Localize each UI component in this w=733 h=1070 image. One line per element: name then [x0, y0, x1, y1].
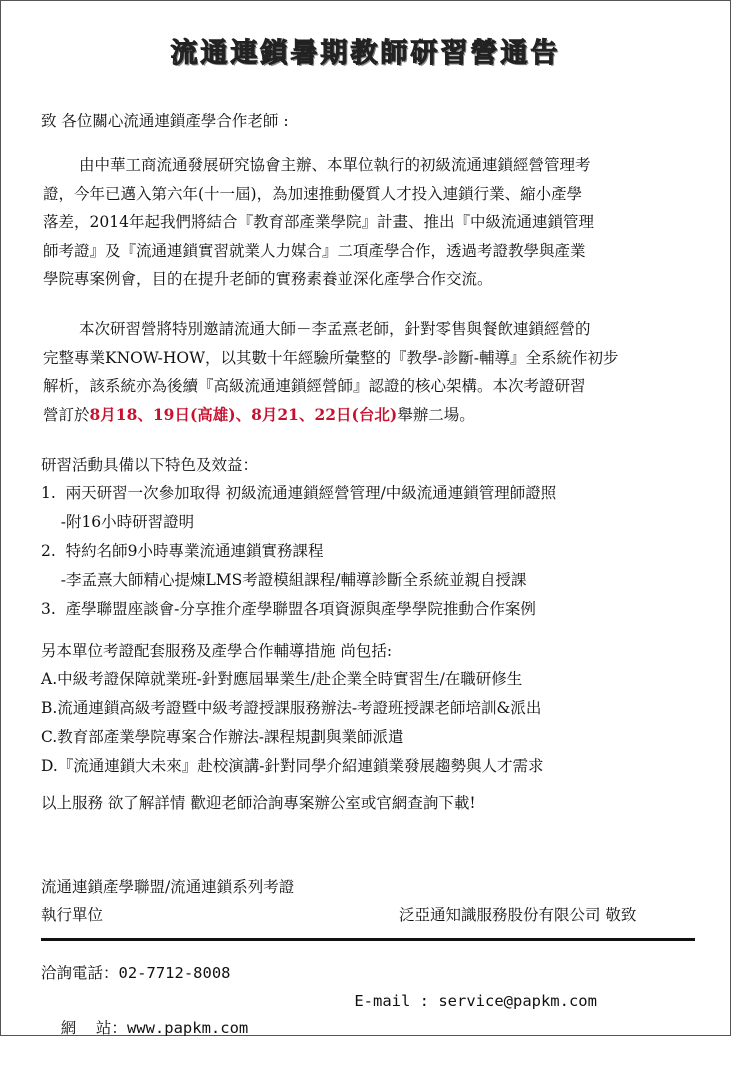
paragraph-line: 證，今年已邁入第六年(十一屆)，為加速推動優質人才投入連鎖行業、縮小產學	[43, 184, 583, 203]
dates-prefix: 營訂於	[43, 405, 90, 424]
features-list	[41, 479, 701, 624]
website-url[interactable]: www.papkm.com	[126, 1019, 249, 1037]
alliance-name: 流通連鎖產學聯盟/流通連鎖系列考證	[41, 878, 295, 896]
feature-item: 3. 產學聯盟座談會-分享推介產學聯盟各項資源與產學學院推動合作案例	[41, 600, 536, 618]
divider	[41, 938, 695, 941]
paragraph-line: 學院專案例會，目的在提升老師的實務素養並深化產學合作交流。	[43, 270, 493, 288]
feature-item: -附16小時研習證明	[41, 513, 195, 531]
dates-suffix: 舉辦二場。	[397, 405, 475, 424]
paragraph-intro	[43, 151, 703, 294]
paragraph-line: 完整專業KNOW-HOW，以其數十年經驗所彙整的『教學-診斷-輔導』全系統作初步	[43, 348, 619, 367]
website-row	[41, 986, 248, 1070]
service-item: A.中級考證保障就業班-針對應屆畢業生/赴企業全時實習生/在職研修生	[41, 670, 523, 688]
notice-title: 流通連鎖暑期教師研習營通告	[170, 38, 561, 69]
email-label: E-mail :	[354, 992, 439, 1010]
service-item: B.流通連鎖高級考證暨中級考證授課服務辦法-考證班授課老師培訓&派出	[41, 699, 542, 717]
phone-number: 02-7712-8008	[118, 964, 231, 982]
paragraph-line-dates	[43, 401, 703, 430]
features-heading: 研習活動具備以下特色及效益：	[41, 456, 259, 474]
feature-item: -李孟熹大師精心提煉LMS考證模組課程/輔導診斷全系統並親自授課	[41, 571, 527, 589]
service-item: D.『流通連鎖大未來』赴校演講-針對同學介紹連鎖業發展趨勢與人才需求	[41, 757, 544, 775]
email-row	[317, 959, 597, 1043]
service-item: C.教育部產業學院專案合作辦法-課程規劃與業師派遣	[41, 728, 404, 746]
executor-label: 執行單位	[41, 906, 104, 924]
email-address[interactable]: service@papkm.com	[438, 992, 597, 1010]
paragraph-seminar	[43, 315, 703, 429]
feature-item: 2. 特約名師9小時專業流通連鎖實務課程	[41, 542, 324, 560]
feature-item: 1. 兩天研習一次參加取得 初級流通連鎖經營管理/中級流通連鎖管理師證照	[41, 484, 557, 502]
seminar-dates: 8月18、19日(高雄)、8月21、22日(台北)	[89, 404, 398, 424]
paragraph-line: 解析，該系統亦為後續『高級流通連鎖經營師』認證的核心架構。本次考證研習	[43, 377, 586, 395]
services-heading: 另本單位考證配套服務及產學合作輔導措施 尚包括:	[41, 642, 393, 660]
services-list	[41, 665, 701, 781]
paragraph-line: 落差，2014年起我們將結合『教育部產業學院』計畫、推出『中級流通連鎖管理	[43, 213, 594, 231]
paragraph-line: 本次研習營將特別邀請流通大師－李孟熹老師，針對零售與餐飲連鎖經營的	[79, 320, 591, 338]
company-signature: 泛亞通知識服務股份有限公司 敬致	[399, 906, 637, 924]
phone-label: 洽詢電話：	[41, 964, 119, 982]
greeting: 致 各位關心流通連鎖產學合作老師 :	[41, 112, 289, 130]
closing-line: 以上服務 欲了解詳情 歡迎老師洽詢專案辦公室或官網查詢下載!	[41, 794, 476, 812]
paragraph-line: 師考證』及『流通連鎖實習就業人力媒合』二項產學合作，透過考證教學與產業	[43, 241, 586, 260]
paragraph-line: 由中華工商流通發展研究協會主辦、本單位執行的初級流通連鎖經營管理考	[79, 156, 591, 174]
website-label: 網 站：	[60, 1019, 127, 1037]
phone-row	[41, 959, 231, 987]
